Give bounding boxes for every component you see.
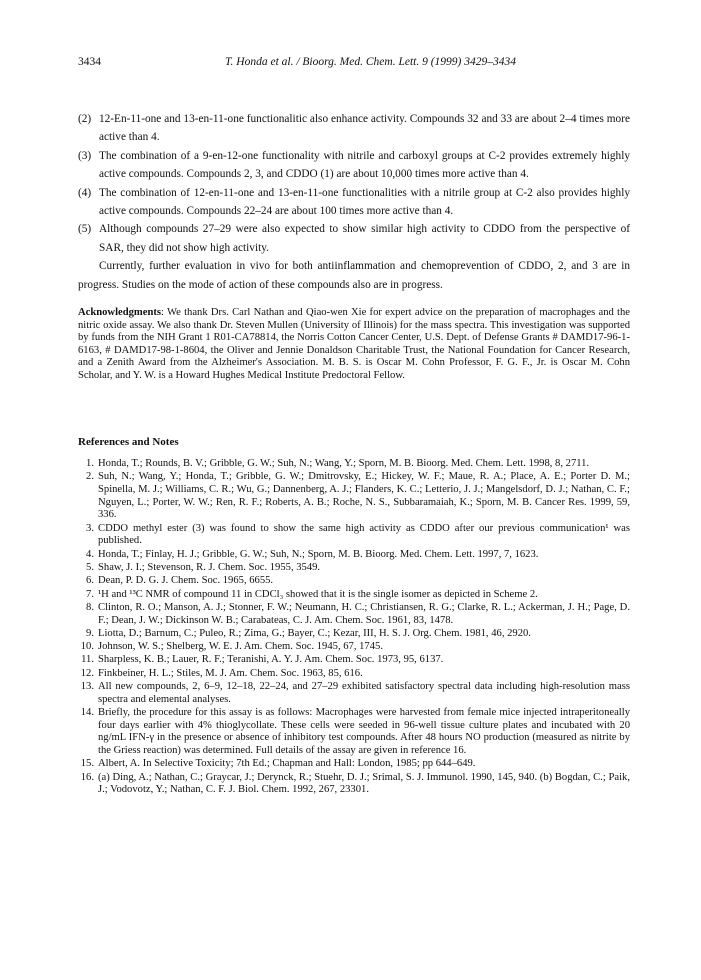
list-item: [78, 147, 630, 184]
reference-text: Honda, T.; Rounds, B. V.; Gribble, G. W.; Suh, N.; Wang, Y.; Sporn, M. B. Bioorg. Med. Chem. Lett. 1998, 8, 2711.: [98, 458, 590, 469]
references-heading: References and Notes: [78, 436, 179, 448]
running-head: T. Honda et al. / Bioorg. Med. Chem. Lett. 9 (1999) 3429–3434: [225, 56, 516, 68]
reference-number: 5.: [86, 562, 94, 573]
reference-number: 16.: [80, 771, 94, 783]
reference-number: 2.: [86, 471, 94, 483]
list-number: (3): [78, 149, 92, 162]
references-list: [78, 458, 630, 798]
reference-item: [78, 668, 630, 681]
reference-number: 6.: [86, 575, 94, 587]
acknowledgments: [78, 307, 630, 383]
acknowledgments-label: Acknowledgments: [78, 307, 161, 318]
reference-text: Sharpless, K. B.; Lauer, R. F.; Teranishi, A. Y. J. Am. Chem. Soc. 1973, 95, 6137.: [98, 654, 444, 666]
reference-item: [78, 471, 630, 522]
reference-number: 3.: [86, 522, 94, 534]
reference-item: [78, 641, 630, 654]
list-item: [78, 110, 630, 147]
reference-item: [78, 654, 630, 667]
reference-number: 8.: [86, 601, 94, 613]
reference-number: 12.: [80, 667, 94, 679]
progress-paragraph: Currently, further evaluation in vivo for both antiinflammation and chemoprevention of CDDO, 2, and 3 are in progress. Studies on the mode of action of these compounds also are in progress.: [78, 260, 630, 291]
reference-number: 1.: [86, 458, 94, 469]
reference-text: Dean, P. D. G. J. Chem. Soc. 1965, 6655.: [98, 575, 274, 587]
reference-number: 15.: [80, 758, 94, 770]
reference-number: 11.: [81, 654, 94, 666]
list-item: [78, 184, 630, 221]
reference-item: [78, 589, 630, 602]
reference-item: [78, 602, 630, 627]
reference-item: [78, 575, 630, 588]
reference-number: 13.: [80, 681, 94, 693]
page-number: 3434: [78, 56, 101, 68]
reference-text: Honda, T.; Finlay, H. J.; Gribble, G. W.; Suh, N.; Sporn, M. B. Bioorg. Med. Chem. Lett. 1997, 7, 1623.: [98, 548, 539, 560]
list-text: The combination of a 9-en-12-one functionality with nitrile and carboxyl groups at C-2 provides extremely highly active compounds. Compounds 2, 3, and CDDO (1) are about 10,000 times more active than 4.: [99, 149, 630, 181]
reference-text: Johnson, W. S.; Shelberg, W. E. J. Am. Chem. Soc. 1945, 67, 1745.: [98, 641, 383, 653]
reference-item: [78, 549, 630, 562]
reference-text: Clinton, R. O.; Manson, A. J.; Stonner, F. W.; Neumann, H. C.; Christiansen, R. G.; Clarke, R. L.; Ackerman, J. H.; Page, D. F.; Dean, J. W.; Dickinson W. B.; Carabateas, C. J. Am. Chem. Soc. 1961, 83, 1478.: [98, 601, 630, 626]
reference-text: Suh, N.; Wang, Y.; Honda, T.; Gribble, G. W.; Dmitrovsky, E.; Hickey, W. F.; Maue, R. A.; Place, A. E.; Porter D. M.; Spinella, M. J.; Williams, C. R.; Wu, G.; Dannenberg, A. J.; Flanders, K. C.; Letterio, J. J.; Mangelsdorf, D. J.; Nathan, C. F.; Nguyen, L.; Porter, W. W.; Ren, R. F.; Roberts, A. B.; Roche, N. S., Subbaramaiah, K.; Sporn, M. B. Cancer Res. 1999, 59, 336.: [98, 471, 630, 521]
reference-text: Briefly, the procedure for this assay is as follows: Macrophages were harvested from female mice injected intraperitoneally four days earlier with 4% thioglycollate. These cells were seeded in 96-well tissue culture plates and incubated with 20 ng/mL IFN-γ in the presence or absence of inhibitory test compounds. After 48 hours NO production (measured as nitrite by the Griess reaction) was determined. Full details of the assay are given in reference 16.: [98, 707, 630, 757]
reference-item: [78, 628, 630, 641]
list-item: [78, 220, 630, 257]
reference-text: Shaw, J. I.; Stevenson, R. J. Chem. Soc. 1955, 3549.: [98, 562, 321, 573]
reference-text: Albert, A. In Selective Toxicity; 7th Ed.; Chapman and Hall: London, 1985; pp 644–649.: [98, 758, 476, 770]
reference-number: 9.: [86, 627, 94, 639]
reference-text: ¹H and ¹³C NMR of compound 11 in CDCl₃ showed that it is the single isomer as depicted in Scheme 2.: [98, 588, 538, 600]
list-text: The combination of 12-en-11-one and 13-en-11-one functionalities with a nitrile group at C-2 also provides highly active compounds. Compounds 22–24 are about 100 times more active than 4.: [99, 186, 630, 218]
body-text: [78, 110, 630, 294]
reference-item: [78, 707, 630, 758]
reference-number: 14.: [80, 707, 94, 719]
reference-item: [78, 681, 630, 706]
list-text: 12-En-11-one and 13-en-11-one functionalitic also enhance activity. Compounds 32 and 33 are about 2–4 times more active than 4.: [99, 113, 630, 144]
reference-number: 7.: [86, 588, 94, 600]
reference-text: Liotta, D.; Barnum, C.; Puleo, R.; Zima, G.; Bayer, C.; Kezar, III, H. S. J. Org. Chem. 1981, 46, 2920.: [98, 627, 531, 639]
list-number: (2): [78, 113, 92, 125]
reference-text: (a) Ding, A.; Nathan, C.; Graycar, J.; Derynck, R.; Stuehr, D. J.; Srimal, S. J. Immunol. 1990, 145, 940. (b) Bogdan, C.; Paik, J.; Vodovotz, Y.; Nathan, C. F. J. Biol. Chem. 1992, 267, 23301.: [98, 771, 630, 796]
reference-item: [78, 523, 630, 548]
reference-text: CDDO methyl ester (3) was found to show the same high activity as CDDO after our previous communication¹ was published.: [98, 522, 630, 547]
reference-number: 10.: [80, 641, 94, 653]
reference-number: 4.: [86, 548, 94, 560]
list-number: (4): [78, 186, 92, 199]
reference-text: All new compounds, 2, 6–9, 12–18, 22–24, and 27–29 exhibited satisfactory spectral data including high-resolution mass spectra and elemental analyses.: [98, 681, 630, 705]
reference-item: [78, 758, 630, 771]
list-text: Although compounds 27–29 were also expected to show similar high activity to CDDO from the perspective of SAR, they did not show high activity.: [99, 223, 630, 254]
list-number: (5): [78, 223, 92, 236]
reference-text: Finkbeiner, H. L.; Stiles, M. J. Am. Chem. Soc. 1963, 85, 616.: [98, 667, 363, 679]
acknowledgments-text: : We thank Drs. Carl Nathan and Qiao-wen Xie for expert advice on the preparation of macrophages and the nitric oxide assay. We also thank Dr. Steven Mullen (University of Illinois) for the mass spectra. This investigation was supported by funds from the NIH Grant 1 R01-CA78814, the Norris Cotton Cancer Center, U.S. Dept. of Defense Grants # DAMD17-96-1-6163, # DAMD17-98-1-8604, the Oliver and Jennie Donaldson Charitable Trust, the National Foundation for Cancer Research, and a Zenith Award from the Alzheimer's Association. M. B. S. is Oscar M. Cohn Professor, F. G. F., Jr. is Oscar M. Cohn Scholar, and Y. W. is a Howard Hughes Medical Institute Predoctoral Fellow.: [78, 307, 630, 381]
reference-item: [78, 562, 630, 575]
reference-item: [78, 458, 630, 471]
reference-item: [78, 772, 630, 797]
